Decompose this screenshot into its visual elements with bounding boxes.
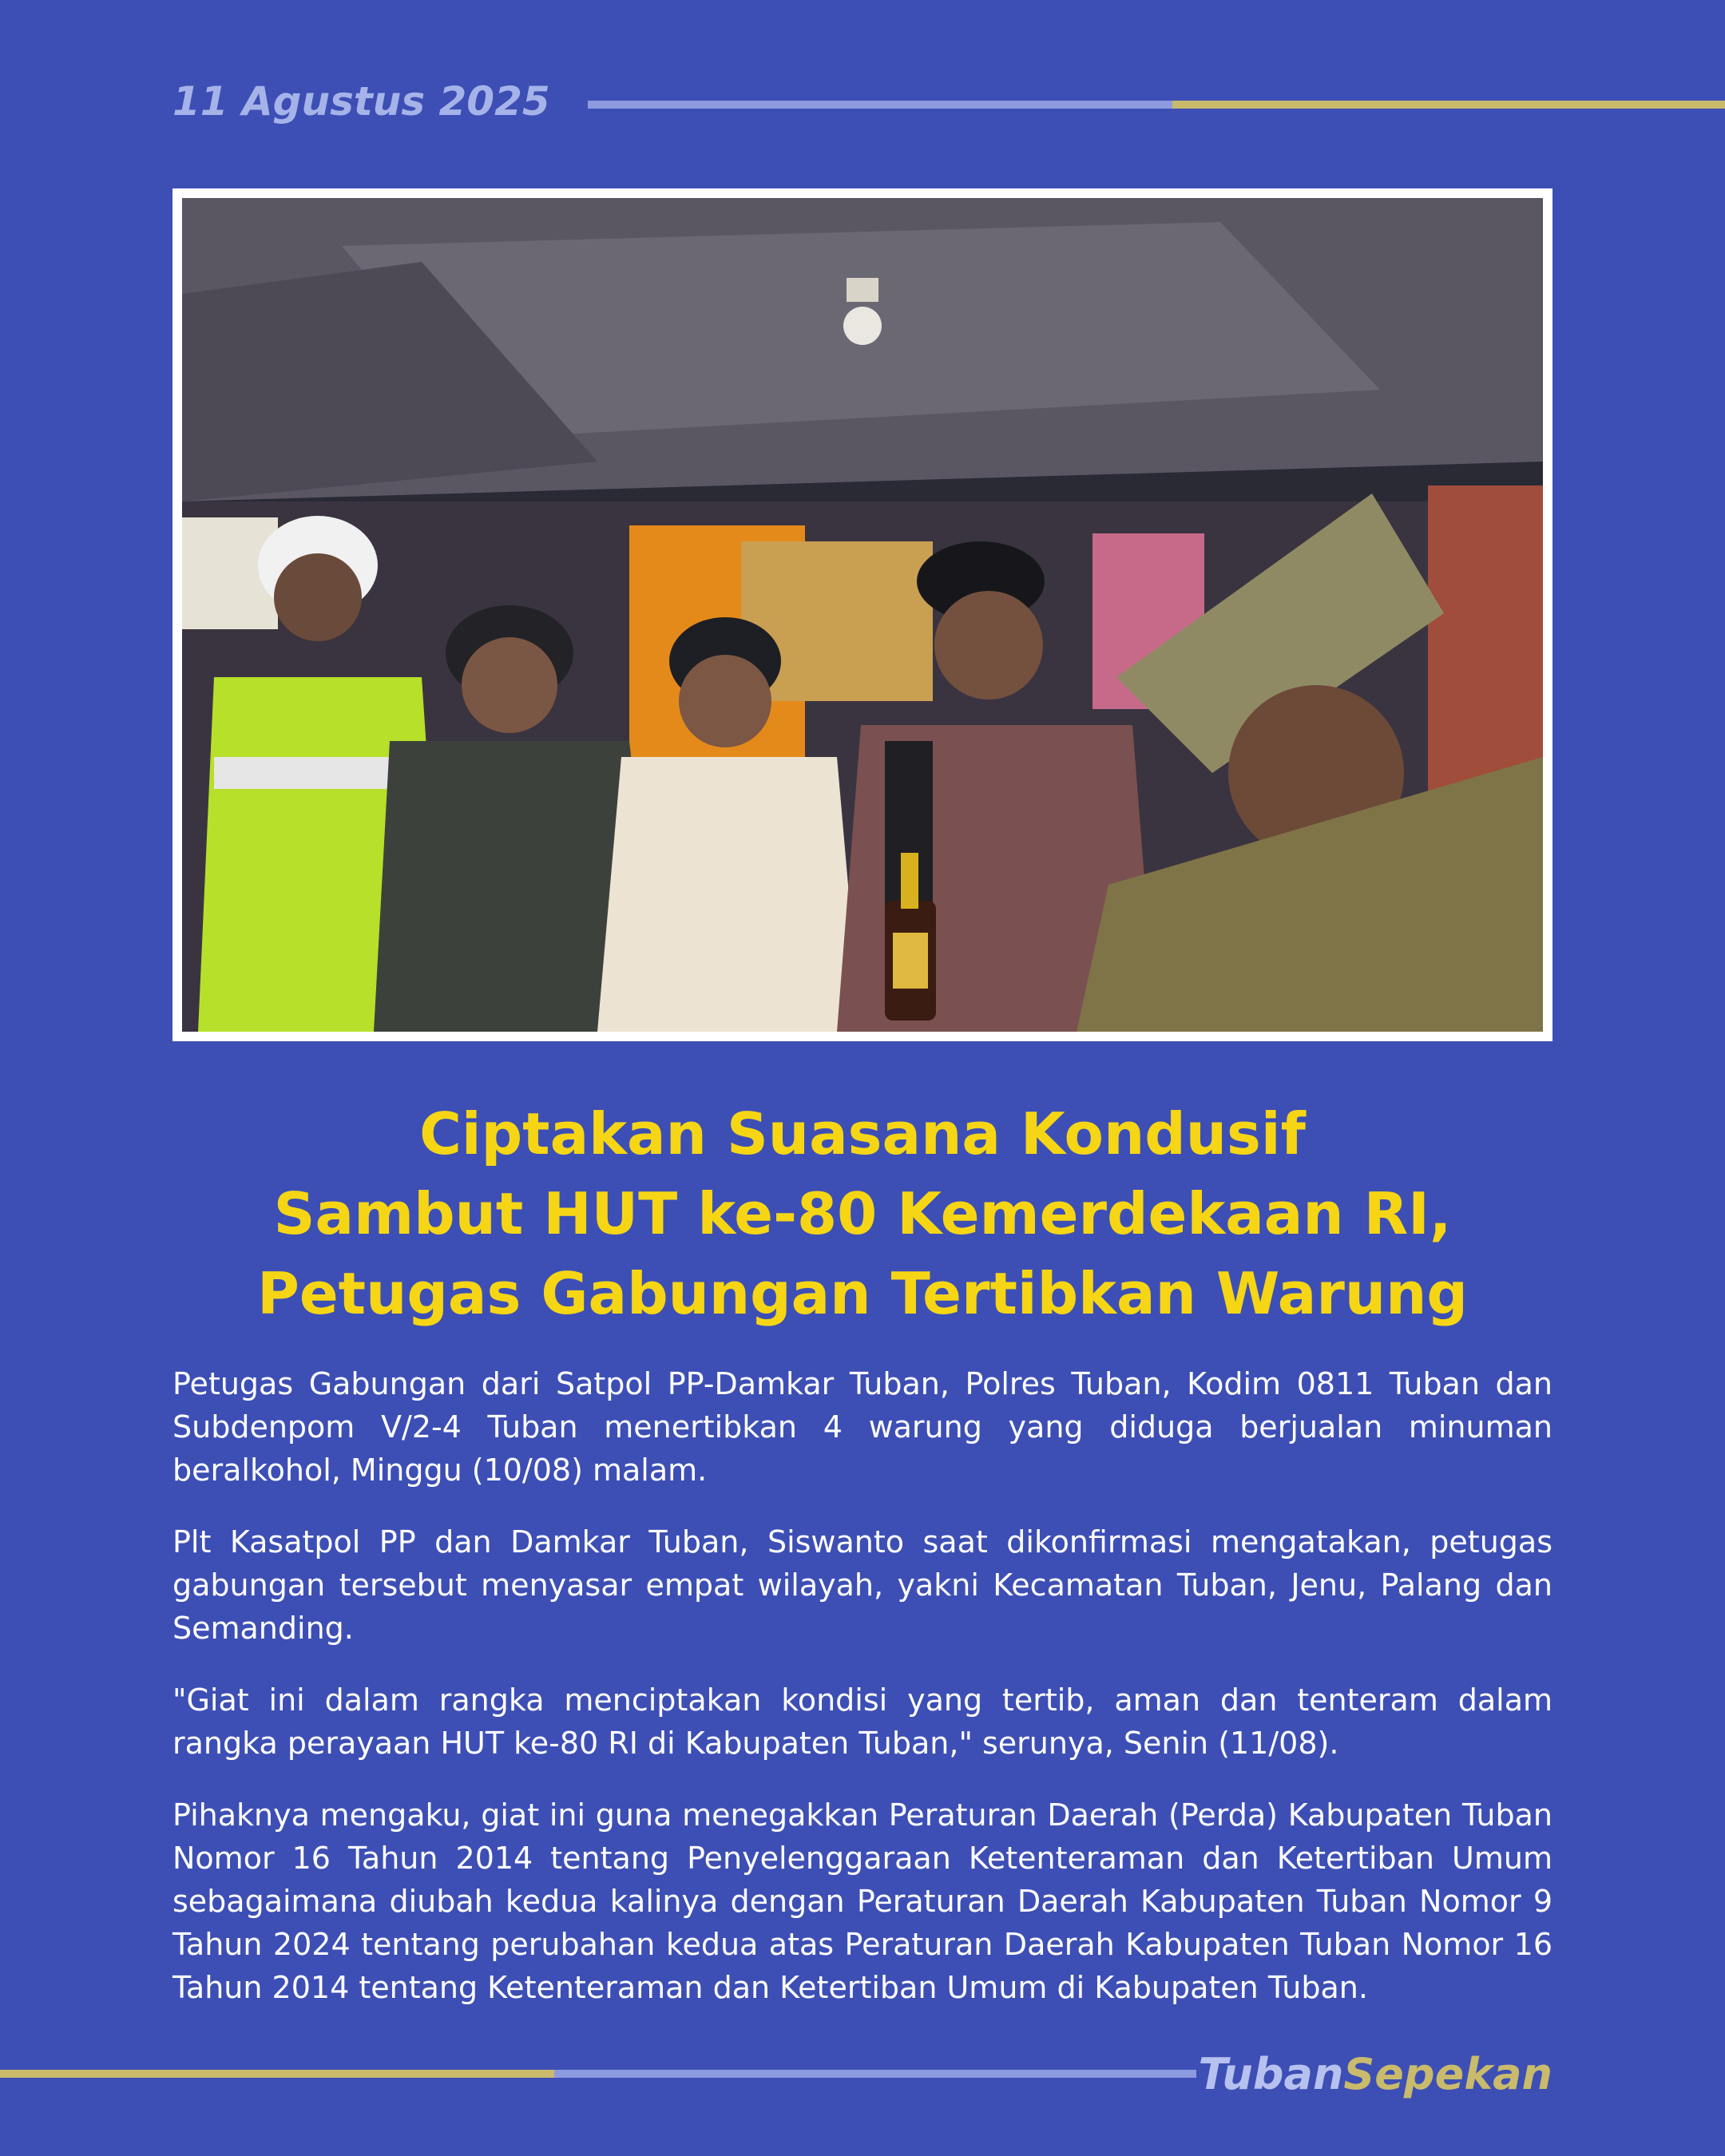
news-photo [182,198,1543,1032]
headline-line-2: Sambut HUT ke-80 Kemerdekaan RI, [273,1180,1452,1247]
news-photo-illustration [182,198,1543,1032]
header-divider-right [1172,101,1725,109]
article-paragraph: Plt Kasatpol PP dan Damkar Tuban, Siswanto saat dikonfirmasi mengatakan, petugas gabungan tersebut menyasar empat wilayah, yakni Kecamatan Tuban, Jenu, Palang dan Semanding. [172,1524,1552,1646]
headline-line-1: Ciptakan Suasana Kondusif [419,1100,1306,1167]
brand-part-1: Tuban [1198,2049,1344,2099]
article-paragraph: Pihaknya mengaku, giat ini guna menegakkan Peraturan Daerah (Perda) Kabupaten Tuban Nomor 16 Tahun 2014 tentang Penyelenggaraan Ketenteraman dan Ketertiban Umum sebagaimana diubah kedua kalinya dengan Peraturan Daerah Kabupaten Tuban Nomor 9 Tahun 2024 tentang perubahan kedua atas Peraturan Daerah Kabupaten Tuban Nomor 16 Tahun 2014 tentang Ketenteraman dan Ketertiban Umum di Kabupaten Tuban. [172,1797,1552,2005]
brand-logo [1199,2049,1552,2099]
ceiling-lamp-icon [847,278,878,302]
article-body [172,1362,1552,2038]
publish-date: 11 Agustus 2025 [172,78,550,125]
header-divider-left [588,101,1172,109]
headline [128,1094,1597,1334]
footer-divider-right [554,2070,1196,2078]
photo-frame [172,188,1552,1041]
headline-line-3: Petugas Gabungan Tertibkan Warung [257,1260,1468,1327]
article-paragraph: Petugas Gabungan dari Satpol PP-Damkar Tuban, Polres Tuban, Kodim 0811 Tuban dan Subdenpom V/2-4 Tuban menertibkan 4 warung yang diduga berjualan minuman beralkohol, Minggu (10/08) malam. [172,1366,1552,1488]
article-paragraph: "Giat ini dalam rangka menciptakan kondisi yang tertib, aman dan tenteram dalam rangka perayaan HUT ke-80 RI di Kabupaten Tuban," serunya, Senin (11/08). [172,1682,1552,1761]
brand-part-2: Sepekan [1343,2049,1552,2099]
footer-divider-left [0,2070,554,2078]
